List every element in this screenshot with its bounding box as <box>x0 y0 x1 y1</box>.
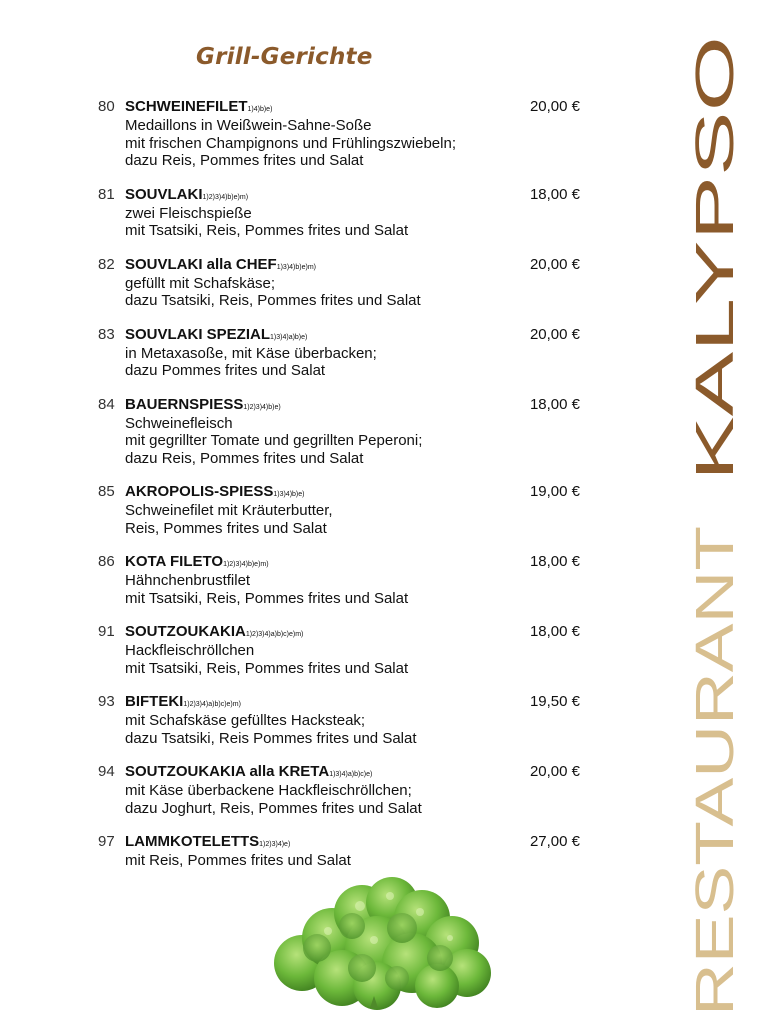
menu-item-title <box>125 483 304 500</box>
menu-item-name: SCHWEINEFILET <box>125 98 248 115</box>
menu-item-title <box>125 623 303 640</box>
menu-item-allergens: 1)4)b)e) <box>247 106 273 113</box>
menu-item-number: 94 <box>98 763 115 780</box>
menu-item-title <box>125 396 281 413</box>
menu-item-description <box>125 415 580 468</box>
description-line: Hackfleischröllchen <box>125 642 255 659</box>
menu-item-title <box>125 98 272 115</box>
menu-item-number: 91 <box>98 623 115 640</box>
description-line: mit Reis, Pommes frites und Salat <box>125 852 351 869</box>
menu-item-header <box>98 396 580 415</box>
menu-item-allergens: 1)3)4)b)e) <box>273 491 305 498</box>
description-line: dazu Tsatsiki, Reis Pommes frites und Salat <box>125 729 417 747</box>
brand-name: KALYPSO <box>685 232 745 481</box>
menu-item-number: 81 <box>98 185 115 203</box>
menu-item-header <box>98 326 580 345</box>
menu-item-title <box>125 833 290 850</box>
menu-item-description <box>125 502 580 537</box>
menu-item-name: SOUVLAKI alla CHEF <box>125 255 277 273</box>
description-line: mit Tsatsiki, Reis, Pommes frites und Salat <box>125 659 409 677</box>
menu-item-price: 20,00 € <box>529 763 580 780</box>
menu-item-name: SOUTZOUKAKIA alla KRETA <box>125 763 330 780</box>
menu-item-allergens: 1)3)4)a)b)c)e) <box>329 771 373 778</box>
menu-item-number: 93 <box>98 693 115 710</box>
menu-item-name: AKROPOLIS-SPIESS <box>125 483 274 500</box>
menu-item-price: 18,00 € <box>529 553 580 570</box>
menu-item-number: 84 <box>98 395 115 413</box>
description-line: Hähnchenbrustfilet <box>125 572 251 589</box>
menu-item-price: 20,00 € <box>529 98 580 115</box>
menu-item-allergens: 1)2)3)4)b)e)m) <box>223 561 269 568</box>
menu-item <box>98 326 580 380</box>
description-line: Schweinefilet mit Kräuterbutter, <box>125 502 333 519</box>
menu-item-allergens: 1)3)4)a)b)e) <box>270 333 308 341</box>
menu-item <box>98 553 580 607</box>
menu-item-number: 82 <box>98 255 115 273</box>
description-line: dazu Reis, Pommes frites und Salat <box>125 449 364 467</box>
menu-item-description <box>125 782 580 817</box>
menu-item-allergens: 1)2)3)4)b)e)m) <box>202 193 249 201</box>
menu-item-header <box>98 693 580 712</box>
menu-item-header <box>98 483 580 502</box>
description-line: mit Tsatsiki, Reis, Pommes frites und Salat <box>125 222 409 239</box>
menu-item <box>98 256 580 310</box>
description-line: mit frischen Champignons und Frühlingszwiebeln; <box>125 134 456 152</box>
menu-item-description <box>125 572 580 607</box>
section-heading: Grill-Gerichte <box>196 44 373 70</box>
menu-item-price: 20,00 € <box>529 255 580 273</box>
menu-list <box>98 98 580 886</box>
menu-item-header <box>98 623 580 642</box>
menu-item-name: SOUTZOUKAKIA <box>125 623 246 640</box>
description-line: Schweinefleisch <box>125 414 233 432</box>
description-line: mit gegrillter Tomate und gegrillten Peperoni; <box>125 432 423 449</box>
menu-item-header <box>98 98 580 117</box>
menu-item <box>98 396 580 468</box>
menu-item-description <box>125 852 580 870</box>
menu-item <box>98 763 580 817</box>
menu-item-name: BIFTEKI <box>125 693 184 710</box>
menu-item <box>98 483 580 537</box>
brand-restaurant: RESTAURANT <box>685 653 745 1016</box>
menu-item-name: LAMMKOTELETTS <box>125 833 260 850</box>
menu-item-header <box>98 186 580 205</box>
menu-item-title <box>125 763 372 780</box>
menu-item-allergens: 1)2)3)4)a)b)c)e)m) <box>245 631 304 638</box>
description-line: Reis, Pommes frites und Salat <box>125 519 327 537</box>
menu-item-description <box>125 712 580 747</box>
menu-item-number: 97 <box>98 833 115 850</box>
menu-item-allergens: 1)2)3)4)e) <box>259 841 291 848</box>
menu-item-price: 19,00 € <box>529 483 580 500</box>
description-line: dazu Joghurt, Reis, Pommes frites und Salat <box>125 799 422 817</box>
description-line: mit Tsatsiki, Reis, Pommes frites und Salat <box>125 589 409 607</box>
menu-item-number: 83 <box>98 325 115 343</box>
menu-item-title <box>125 326 307 343</box>
menu-item-header <box>98 256 580 275</box>
description-line: dazu Pommes frites und Salat <box>125 362 326 379</box>
description-line: mit Käse überbackene Hackfleischröllchen; <box>125 782 412 799</box>
menu-item-description <box>125 345 580 380</box>
menu-item-name: SOUVLAKI <box>125 185 203 203</box>
menu-item-description <box>125 117 580 170</box>
parsley-image <box>262 868 498 1021</box>
menu-item-name: KOTA FILETO <box>125 553 224 570</box>
menu-item-name: BAUERNSPIESS <box>125 395 244 413</box>
menu-item-price: 20,00 € <box>529 325 580 343</box>
description-line: in Metaxasoße, mit Käse überbacken; <box>125 344 377 362</box>
description-line: dazu Reis, Pommes frites und Salat <box>125 152 364 169</box>
menu-item-allergens: 1)3)4)b)e)m) <box>276 263 316 271</box>
menu-item-header <box>98 833 580 852</box>
menu-item <box>98 693 580 747</box>
menu-item-number: 85 <box>98 483 115 500</box>
menu-item <box>98 833 580 870</box>
description-line: dazu Tsatsiki, Reis, Pommes frites und Salat <box>125 292 421 309</box>
menu-item-allergens: 1)2)3)4)a)b)c)e)m) <box>183 701 241 708</box>
menu-item <box>98 186 580 240</box>
brand-vertical <box>685 26 745 1016</box>
menu-item-price: 18,00 € <box>529 395 580 413</box>
menu-item-description <box>125 642 580 677</box>
menu-item-header <box>98 553 580 572</box>
menu-item-price: 18,00 € <box>529 623 580 640</box>
description-line: mit Schafskäse gefülltes Hacksteak; <box>125 712 366 729</box>
description-line: Medaillons in Weißwein-Sahne-Soße <box>125 117 372 134</box>
menu-item-description <box>125 205 580 240</box>
description-line: gefüllt mit Schafskäse; <box>125 274 276 292</box>
menu-item-title <box>125 256 316 273</box>
menu-item-price: 19,50 € <box>529 693 580 710</box>
menu-item <box>98 623 580 677</box>
menu-item-header <box>98 763 580 782</box>
menu-item-description <box>125 275 580 310</box>
description-line: zwei Fleischspieße <box>125 204 252 222</box>
menu-item-price: 18,00 € <box>529 185 580 203</box>
menu-item-title <box>125 553 269 570</box>
menu-item-title <box>125 186 248 203</box>
menu-item-title <box>125 693 241 710</box>
menu-item <box>98 98 580 170</box>
menu-item-allergens: 1)2)3)4)b)e) <box>243 403 281 411</box>
menu-item-number: 80 <box>98 98 115 115</box>
menu-item-name: SOUVLAKI SPEZIAL <box>125 325 271 343</box>
menu-item-price: 27,00 € <box>529 833 580 850</box>
menu-item-number: 86 <box>98 553 115 570</box>
